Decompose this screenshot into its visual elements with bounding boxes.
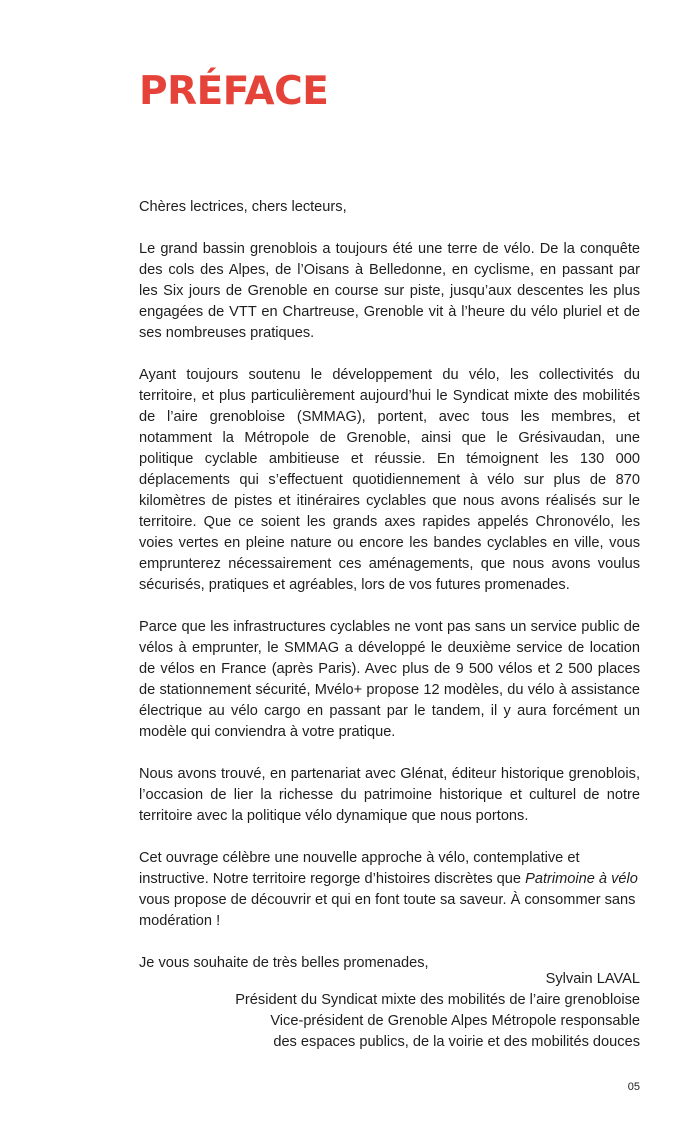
paragraph-5-part-2: vous propose de découvrir et qui en font toute sa saveur. À consommer sans modération ! (139, 892, 636, 929)
closing: Je vous souhaite de très belles promenades, (139, 955, 429, 971)
signature-line: Vice-président de Grenoble Alpes Métropole responsable (270, 1013, 640, 1029)
preface-body (139, 197, 640, 995)
paragraph-5-part-1: Cet ouvrage célèbre une nouvelle approche à vélo, contemplative et instructive. Notre territoire regorge d’histoires discrètes que (139, 850, 580, 887)
signature-name: Sylvain LAVAL (545, 971, 640, 987)
signature-line: des espaces publics, de la voirie et des mobilités douces (273, 1034, 640, 1050)
paragraph-2: Ayant toujours soutenu le développement du vélo, les collectivités du territoire, et plus particulièrement aujourd’hui le Syndicat mixte des mobilités de l’aire grenobloise (SMMAG), portent, avec tous les membres, et notamment la Métropole de Grenoble, ainsi que le Grésivaudan, une politique cyclable ambitieuse et réussie. En témoignent les 130 000 déplacements qui s’effectuent quotidiennement à vélo sur plus de 870 kilomètres de pistes et itinéraires cyclables que nous avons réalisés sur le territoire. Que ce soient les grands axes rapides appelés Chronovélo, les voies vertes en pleine nature ou encore les bandes cyclables en ville, vous emprunterez nécessairement ces aménagements, que nous avons voulus sécurisés, pratiques et agréables, lors de vos futures promenades. (139, 367, 640, 593)
page-number: 05 (627, 1081, 640, 1093)
signature-block (235, 969, 640, 1053)
salutation: Chères lectrices, chers lecteurs, (139, 199, 347, 215)
paragraph-1: Le grand bassin grenoblois a toujours été une terre de vélo. De la conquête des cols des Alpes, de l’Oisans à Belledonne, en cyclisme, en passant par les Six jours de Grenoble en course sur piste, jusqu’aux descentes les plus engagées de VTT en Chartreuse, Grenoble vit à l’heure du vélo pluriel et de ses nombreuses pratiques. (139, 241, 640, 341)
paragraph-5 (139, 848, 640, 932)
paragraph-4: Nous avons trouvé, en partenariat avec Glénat, éditeur historique grenoblois, l’occasion de lier la richesse du patrimoine historique et culturel de notre territoire avec la politique vélo dynamique que nous portons. (139, 766, 640, 824)
paragraph-3: Parce que les infrastructures cyclables ne vont pas sans un service public de vélos à emprunter, le SMMAG a développé le deuxième service de location de vélos en France (après Paris). Avec plus de 9 500 vélos et 2 500 places de stationnement sécurité, Mvélo+ propose 12 modèles, du vélo à assistance électrique au vélo cargo en passant par le tandem, il y aura forcément un modèle qui conviendra à votre pratique. (139, 619, 640, 740)
signature-line: Président du Syndicat mixte des mobilités de l’aire grenobloise (235, 992, 640, 1008)
page-title: PRÉFACE (139, 69, 329, 114)
book-title: Patrimoine à vélo (525, 871, 638, 887)
